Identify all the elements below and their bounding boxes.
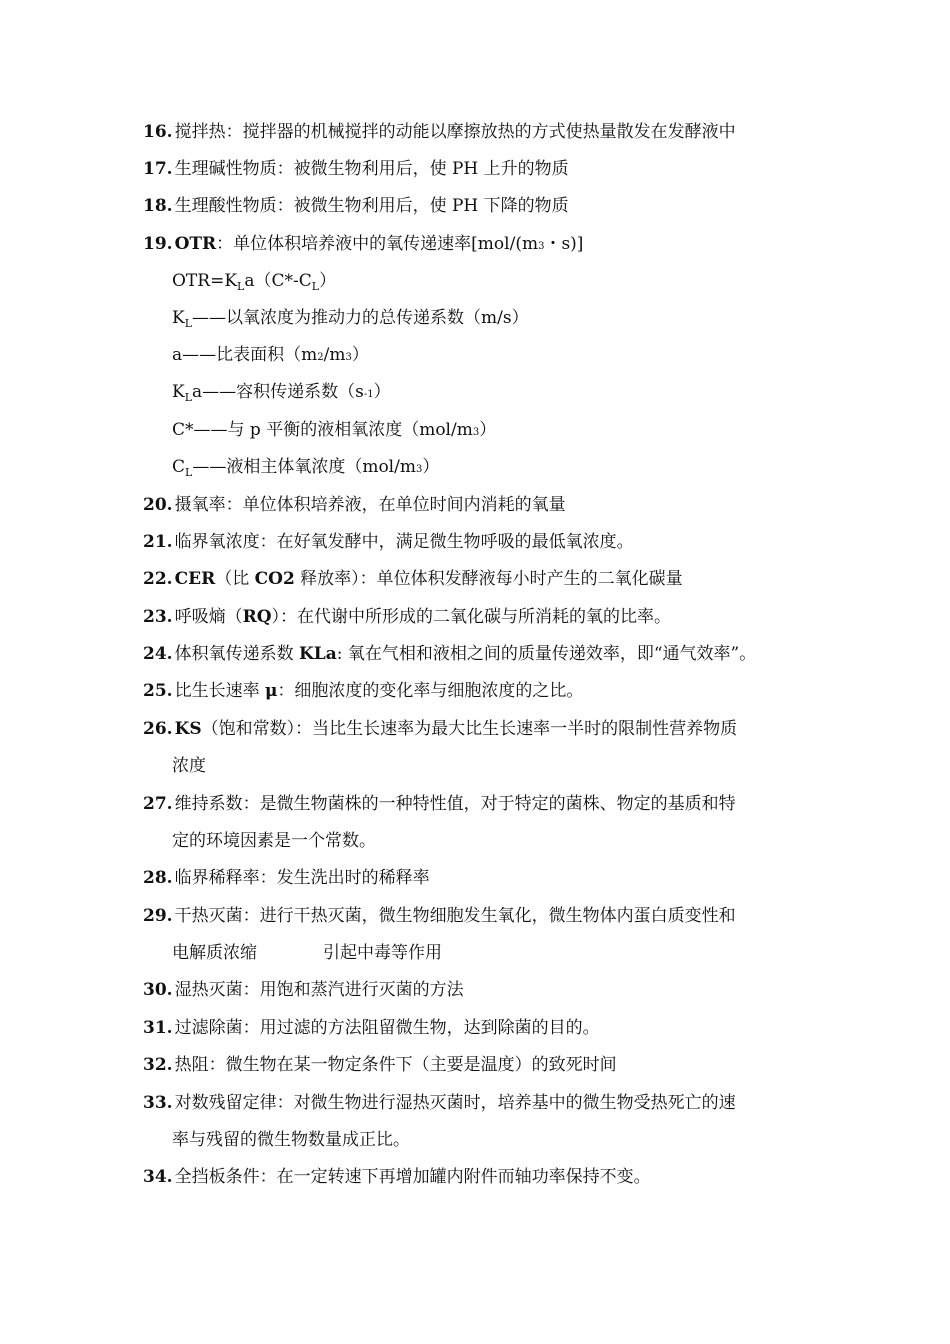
subscript: L [184,317,193,330]
formula-part: OTR=K [172,271,238,291]
term: KS [174,719,202,739]
kla-definition [172,374,852,411]
definition-text: 对数残留定律：对微生物进行湿热灭菌时，培养基中的微生物受热死亡的速 [174,1093,736,1113]
definition-text: 释放率）：单位体积发酵液每小时产生的二氧化碳量 [294,569,683,589]
definition-16 [143,114,823,151]
definition-23 [143,599,823,636]
definition-32 [143,1047,823,1084]
item-number: 24. [143,644,173,664]
definition-text: C*——与 p 平衡的液相氧浓度（mol/m [172,420,473,440]
definition-29-continued [172,935,852,972]
definition-text: 定的环境因素是一个常数。 [172,831,376,851]
item-number: 19. [143,234,173,254]
superscript: -1 [363,389,374,400]
definition-20 [143,487,823,524]
term: CO2 [254,569,295,589]
subscript: L [185,466,193,479]
item-number: 17. [143,159,173,179]
definition-22 [143,561,823,598]
definition-26-continued [172,748,852,785]
definition-text: 临界氧浓度：在好氧发酵中，满足微生物呼吸的最低氧浓度。 [174,532,634,552]
definition-text: （饱和常数）：当比生长速率为最大比生长速率一半时的限制性营养物质 [201,719,738,739]
item-number: 29. [143,906,173,926]
definition-text: 体积氧传递系数 [174,644,299,664]
item-number: 23. [143,607,173,627]
definition-33 [143,1085,823,1122]
definition-text: ：细胞浓度的变化率与细胞浓度的之比。 [277,681,584,701]
subscript: L [237,280,245,293]
definition-text: ） [479,420,497,440]
definition-text: 维持系数：是微生物菌株的一种特性值，对于特定的菌株、物定的基质和特 [174,794,736,814]
item-number: 31. [143,1018,173,1038]
definition-text: 摄氧率：单位体积培养液，在单位时间内消耗的氧量 [174,495,566,515]
item-number: 16. [143,122,173,142]
area-definition [172,337,852,374]
definition-text: a——比表面积（m [172,345,318,365]
definition-text: ） [351,345,369,365]
otr-formula [172,263,852,300]
definition-text: 搅拌热：搅拌器的机械搅拌的动能以摩擦放热的方式使热量散发在发酵液中 [174,122,736,142]
superscript: 3 [345,352,352,363]
definition-text: 电解质浓缩 [172,943,257,963]
definition-text: ） [373,382,391,402]
definition-text: /m [323,345,346,365]
definition-28 [143,860,823,897]
superscript: 3 [472,427,480,438]
symbol: K [172,382,185,402]
item-number: 32. [143,1055,173,1075]
superscript: 3 [538,241,545,252]
superscript: 2 [317,352,324,363]
definition-30 [143,972,823,1009]
definition-text: ：单位体积培养液中的氧传递速率[mol/(m [216,234,539,254]
definition-text: （比 [215,569,255,589]
definition-text: 率与残留的微生物数量成正比。 [172,1130,410,1150]
definition-text: 比生长速率 [174,681,265,701]
formula-part: a（C*-C [244,271,312,291]
definition-27 [143,786,823,823]
kl-definition [172,300,852,337]
subscript: L [184,391,193,404]
definition-text: 全挡板条件：在一定转速下再增加罐内附件而轴功率保持不变。 [174,1167,651,1187]
definition-text: 过滤除菌：用过滤的方法阻留微生物，达到除菌的目的。 [174,1018,600,1038]
item-number: 25. [143,681,173,701]
cstar-definition [172,412,852,449]
term: μ [264,681,278,701]
definition-21 [143,524,823,561]
definition-17 [143,151,823,188]
definition-24 [143,636,823,673]
definition-text: ——液相主体氧浓度（mol/m [192,457,416,477]
definition-text: : 氧在气相和液相之间的质量传递效率，即“通气效率”。 [336,644,757,664]
definition-text: 生理碱性物质：被微生物利用后，使 PH 上升的物质 [174,159,569,179]
definition-19 [143,226,823,263]
cl-definition [172,449,852,486]
item-number: 18. [143,196,173,216]
definition-text: 湿热灭菌：用饱和蒸汽进行灭菌的方法 [174,980,464,1000]
item-number: 33. [143,1093,173,1113]
definition-text: ——以氧浓度为推动力的总传递系数（m/s） [192,308,529,328]
definition-text: 干热灭菌：进行干热灭菌，微生物细胞发生氧化，微生物体内蛋白质变性和 [174,906,736,926]
definition-text: ）：在代谢中所形成的二氧化碳与所消耗的氧的比率。 [271,607,672,627]
definition-text: 呼吸熵（ [174,607,243,627]
definition-34 [143,1159,823,1196]
item-number: 26. [143,719,173,739]
definition-27-continued [172,823,852,860]
superscript: 3 [415,464,423,475]
definition-text: ） [422,457,440,477]
formula-part: ） [319,271,337,291]
definition-25 [143,673,823,710]
definition-33-continued [172,1122,852,1159]
definition-29 [143,898,823,935]
item-number: 34. [143,1167,173,1187]
item-number: 21. [143,532,173,552]
term: OTR [174,234,217,254]
term: CER [174,569,216,589]
term: KLa [298,644,337,664]
item-number: 28. [143,868,173,888]
definition-tail: ・s)] [544,234,584,254]
definition-text: 热阻：微生物在某一物定条件下（主要是温度）的致死时间 [174,1055,617,1075]
item-number: 22. [143,569,173,589]
item-number: 30. [143,980,173,1000]
definition-text: 引起中毒等作用 [323,943,442,963]
term: RQ [242,607,272,627]
item-number: 27. [143,794,173,814]
subscript: L [311,280,320,293]
definition-text: 浓度 [172,756,206,776]
symbol: C [172,457,186,477]
definition-text: 临界稀释率：发生洗出时的稀释率 [174,868,430,888]
item-number: 20. [143,495,173,515]
definition-18 [143,188,823,225]
definition-text: a——容积传递系数（s [192,382,364,402]
definition-26 [143,711,823,748]
definition-text: 生理酸性物质：被微生物利用后，使 PH 下降的物质 [174,196,569,216]
definition-31 [143,1010,823,1047]
symbol: K [172,308,185,328]
